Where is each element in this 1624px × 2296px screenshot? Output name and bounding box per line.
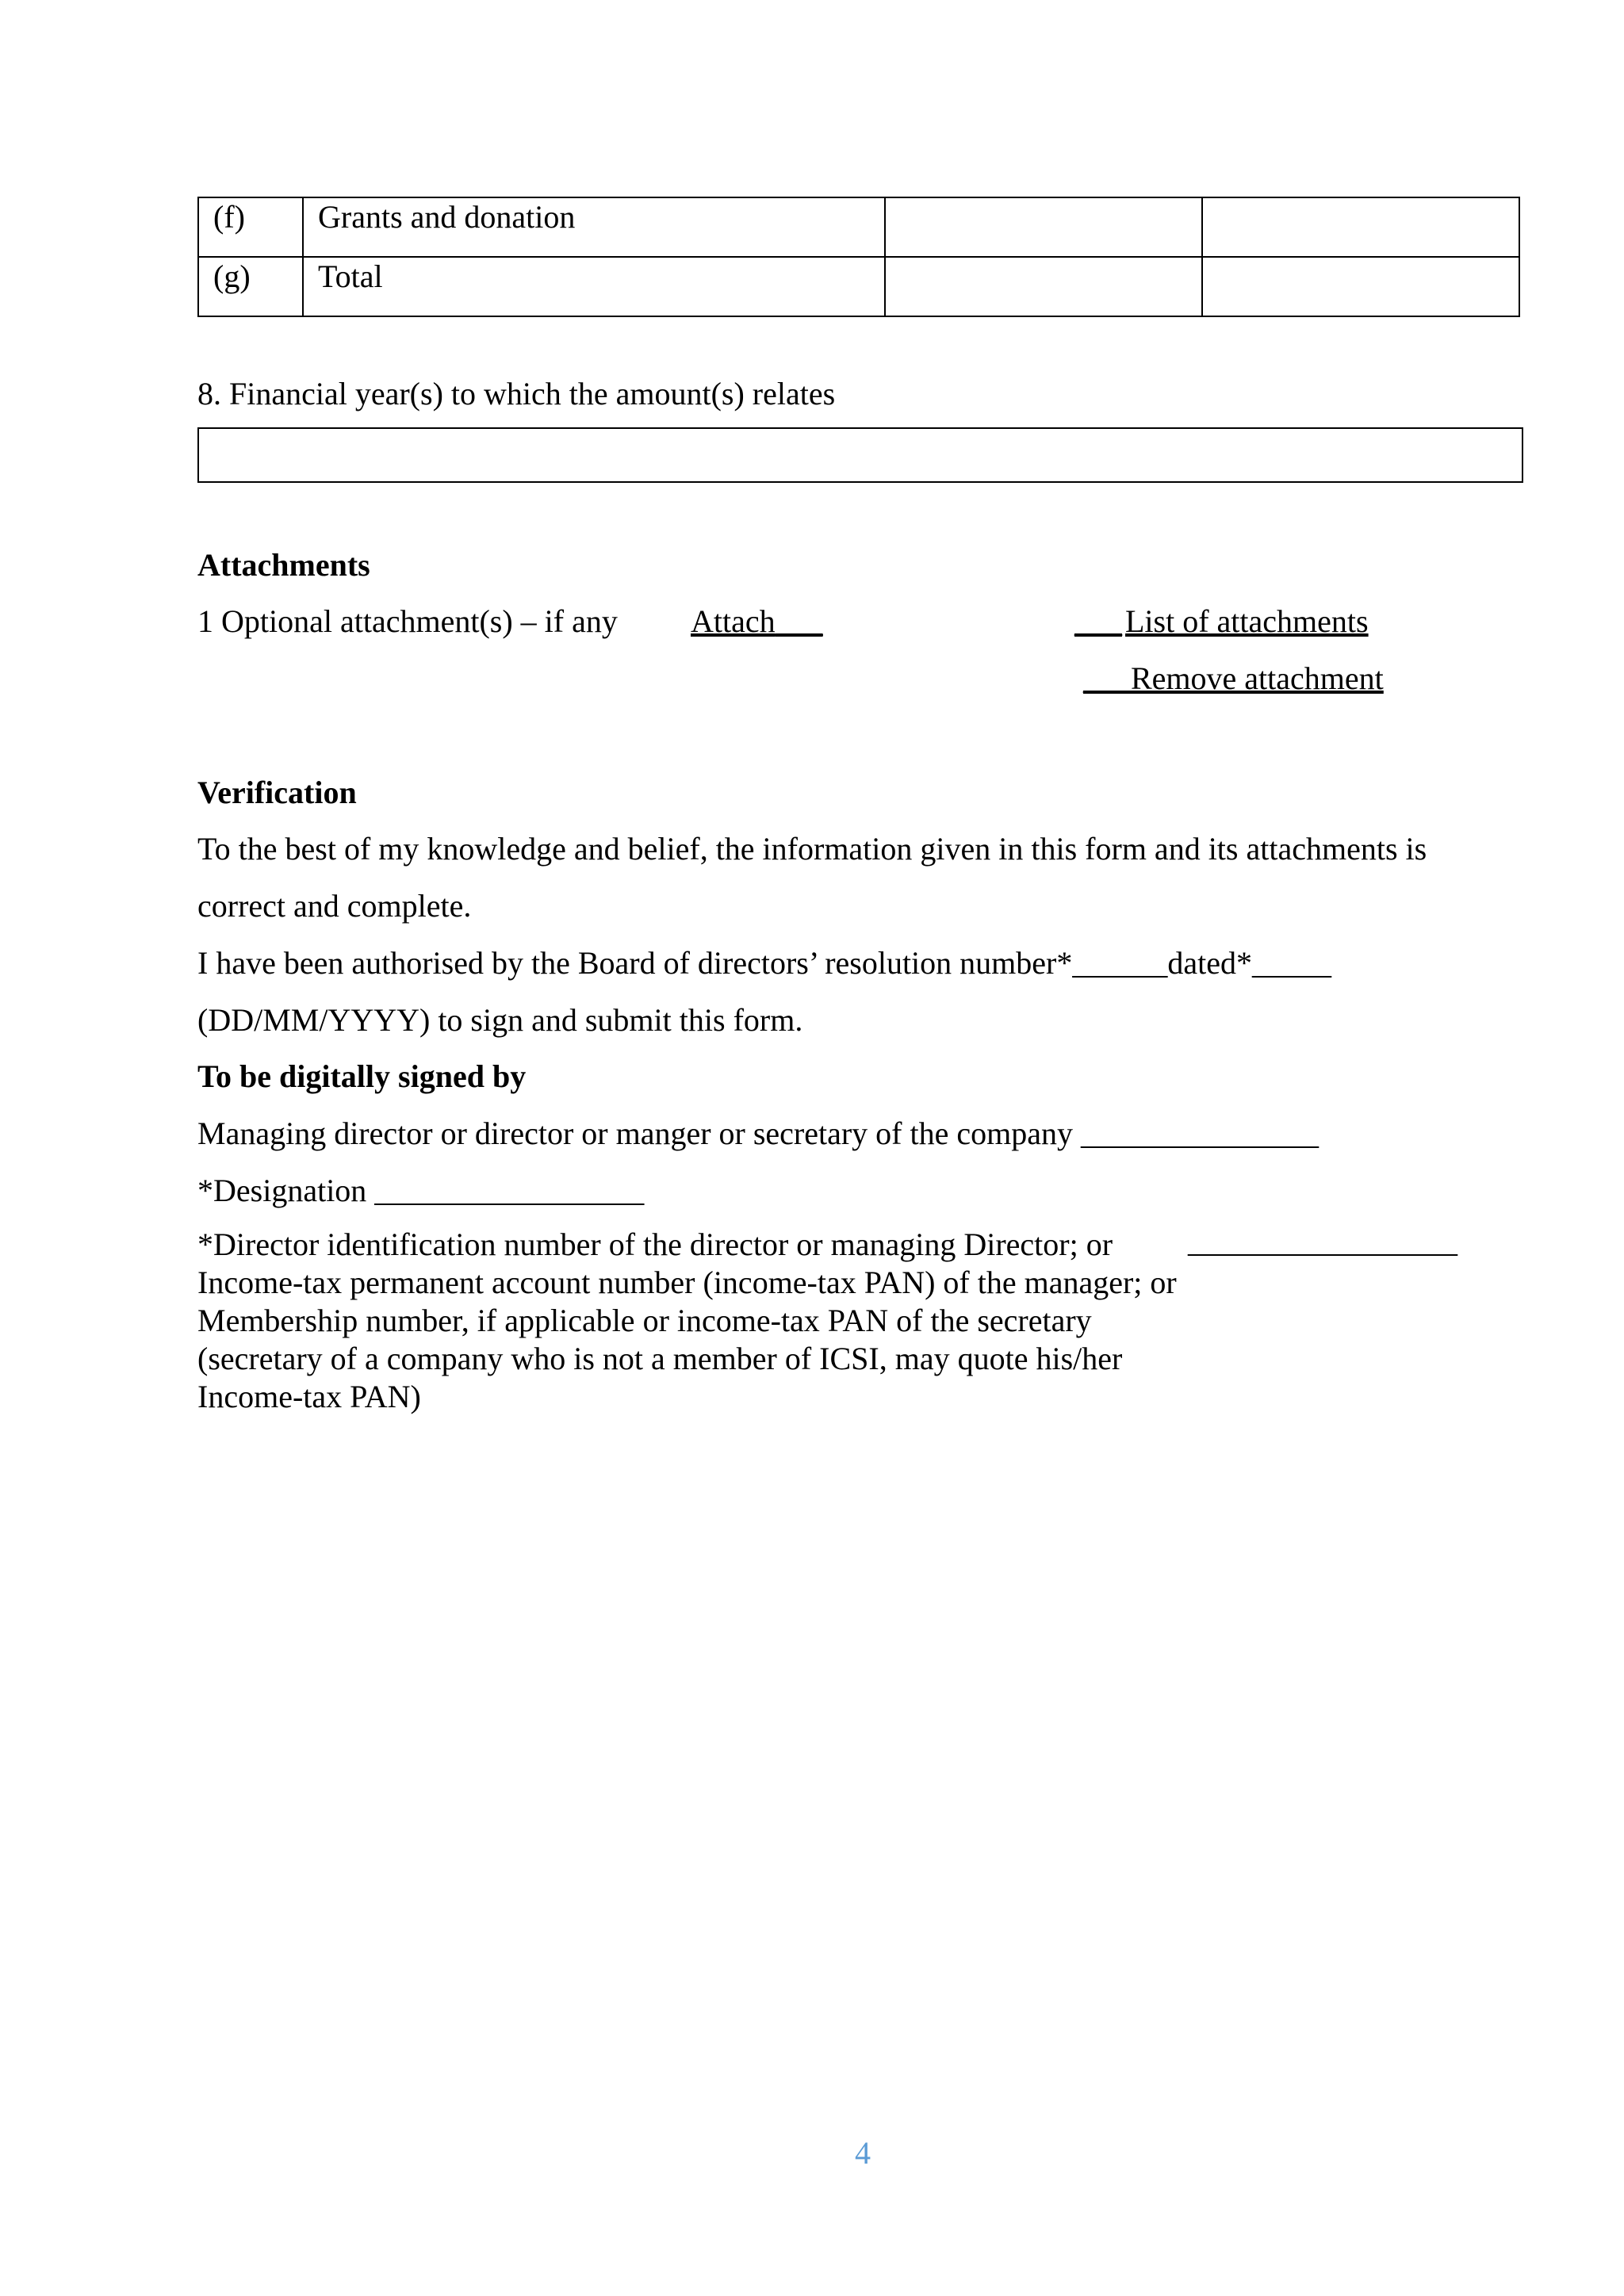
attach-blank: ___: [775, 603, 823, 639]
amount-cell[interactable]: [1202, 257, 1519, 316]
verification-line-1: To the best of my knowledge and belief, the information given in this form and its attachments is: [197, 831, 1427, 867]
din-line: *Director identification number of the director or managing Director; or: [197, 1226, 1113, 1262]
optional-attachment-label: 1 Optional attachment(s) – if any: [197, 603, 618, 639]
financial-year-field[interactable]: [197, 427, 1523, 483]
signatory-line: Managing director or director or manger or secretary of the company _______________: [197, 1115, 1319, 1151]
attach-button-label: Attach: [691, 603, 776, 639]
attach-button[interactable]: [691, 603, 823, 639]
din-line: Income-tax PAN): [197, 1379, 421, 1414]
din-line: Membership number, if applicable or income-tax PAN of the secretary: [197, 1303, 1092, 1338]
financial-year-label: 8. Financial year(s) to which the amount(s) relates: [197, 376, 836, 411]
din-line: (secretary of a company who is not a member of ICSI, may quote his/her: [197, 1341, 1123, 1376]
row-label-cell: Grants and donation: [303, 197, 885, 257]
amount-cell[interactable]: [1202, 197, 1519, 257]
remove-attachment-label: Remove attachment: [1131, 660, 1384, 696]
amount-cell[interactable]: [885, 197, 1202, 257]
authorisation-line: I have been authorised by the Board of directors’ resolution number*______dated*_____: [197, 945, 1331, 981]
verification-heading: Verification: [197, 775, 357, 810]
remove-attachment-prefix: ___: [1083, 660, 1131, 696]
list-attachments-label: List of attachments: [1125, 603, 1369, 639]
table-row: [198, 197, 1519, 257]
table-row: [198, 257, 1519, 316]
amounts-table: [197, 197, 1520, 317]
amount-cell[interactable]: [885, 257, 1202, 316]
row-id-cell: (f): [198, 197, 303, 257]
verification-line-2: correct and complete.: [197, 888, 472, 924]
list-attachments-prefix: ___: [1074, 603, 1122, 639]
designation-field: *Designation _________________: [197, 1173, 645, 1208]
list-attachments-button[interactable]: [1074, 603, 1369, 639]
attachments-heading: Attachments: [197, 547, 370, 583]
din-block: [197, 1226, 1177, 1416]
din-blank-field: _________________: [1188, 1223, 1457, 1259]
page-number: 4: [855, 2135, 871, 2171]
row-label-cell: Total: [303, 257, 885, 316]
row-id-cell: (g): [198, 257, 303, 316]
authorisation-date-format: (DD/MM/YYYY) to sign and submit this form.: [197, 1002, 803, 1038]
remove-attachment-button[interactable]: [1083, 660, 1384, 696]
din-line: Income-tax permanent account number (income-tax PAN) of the manager; or: [197, 1265, 1177, 1300]
signing-heading: To be digitally signed by: [197, 1058, 527, 1094]
